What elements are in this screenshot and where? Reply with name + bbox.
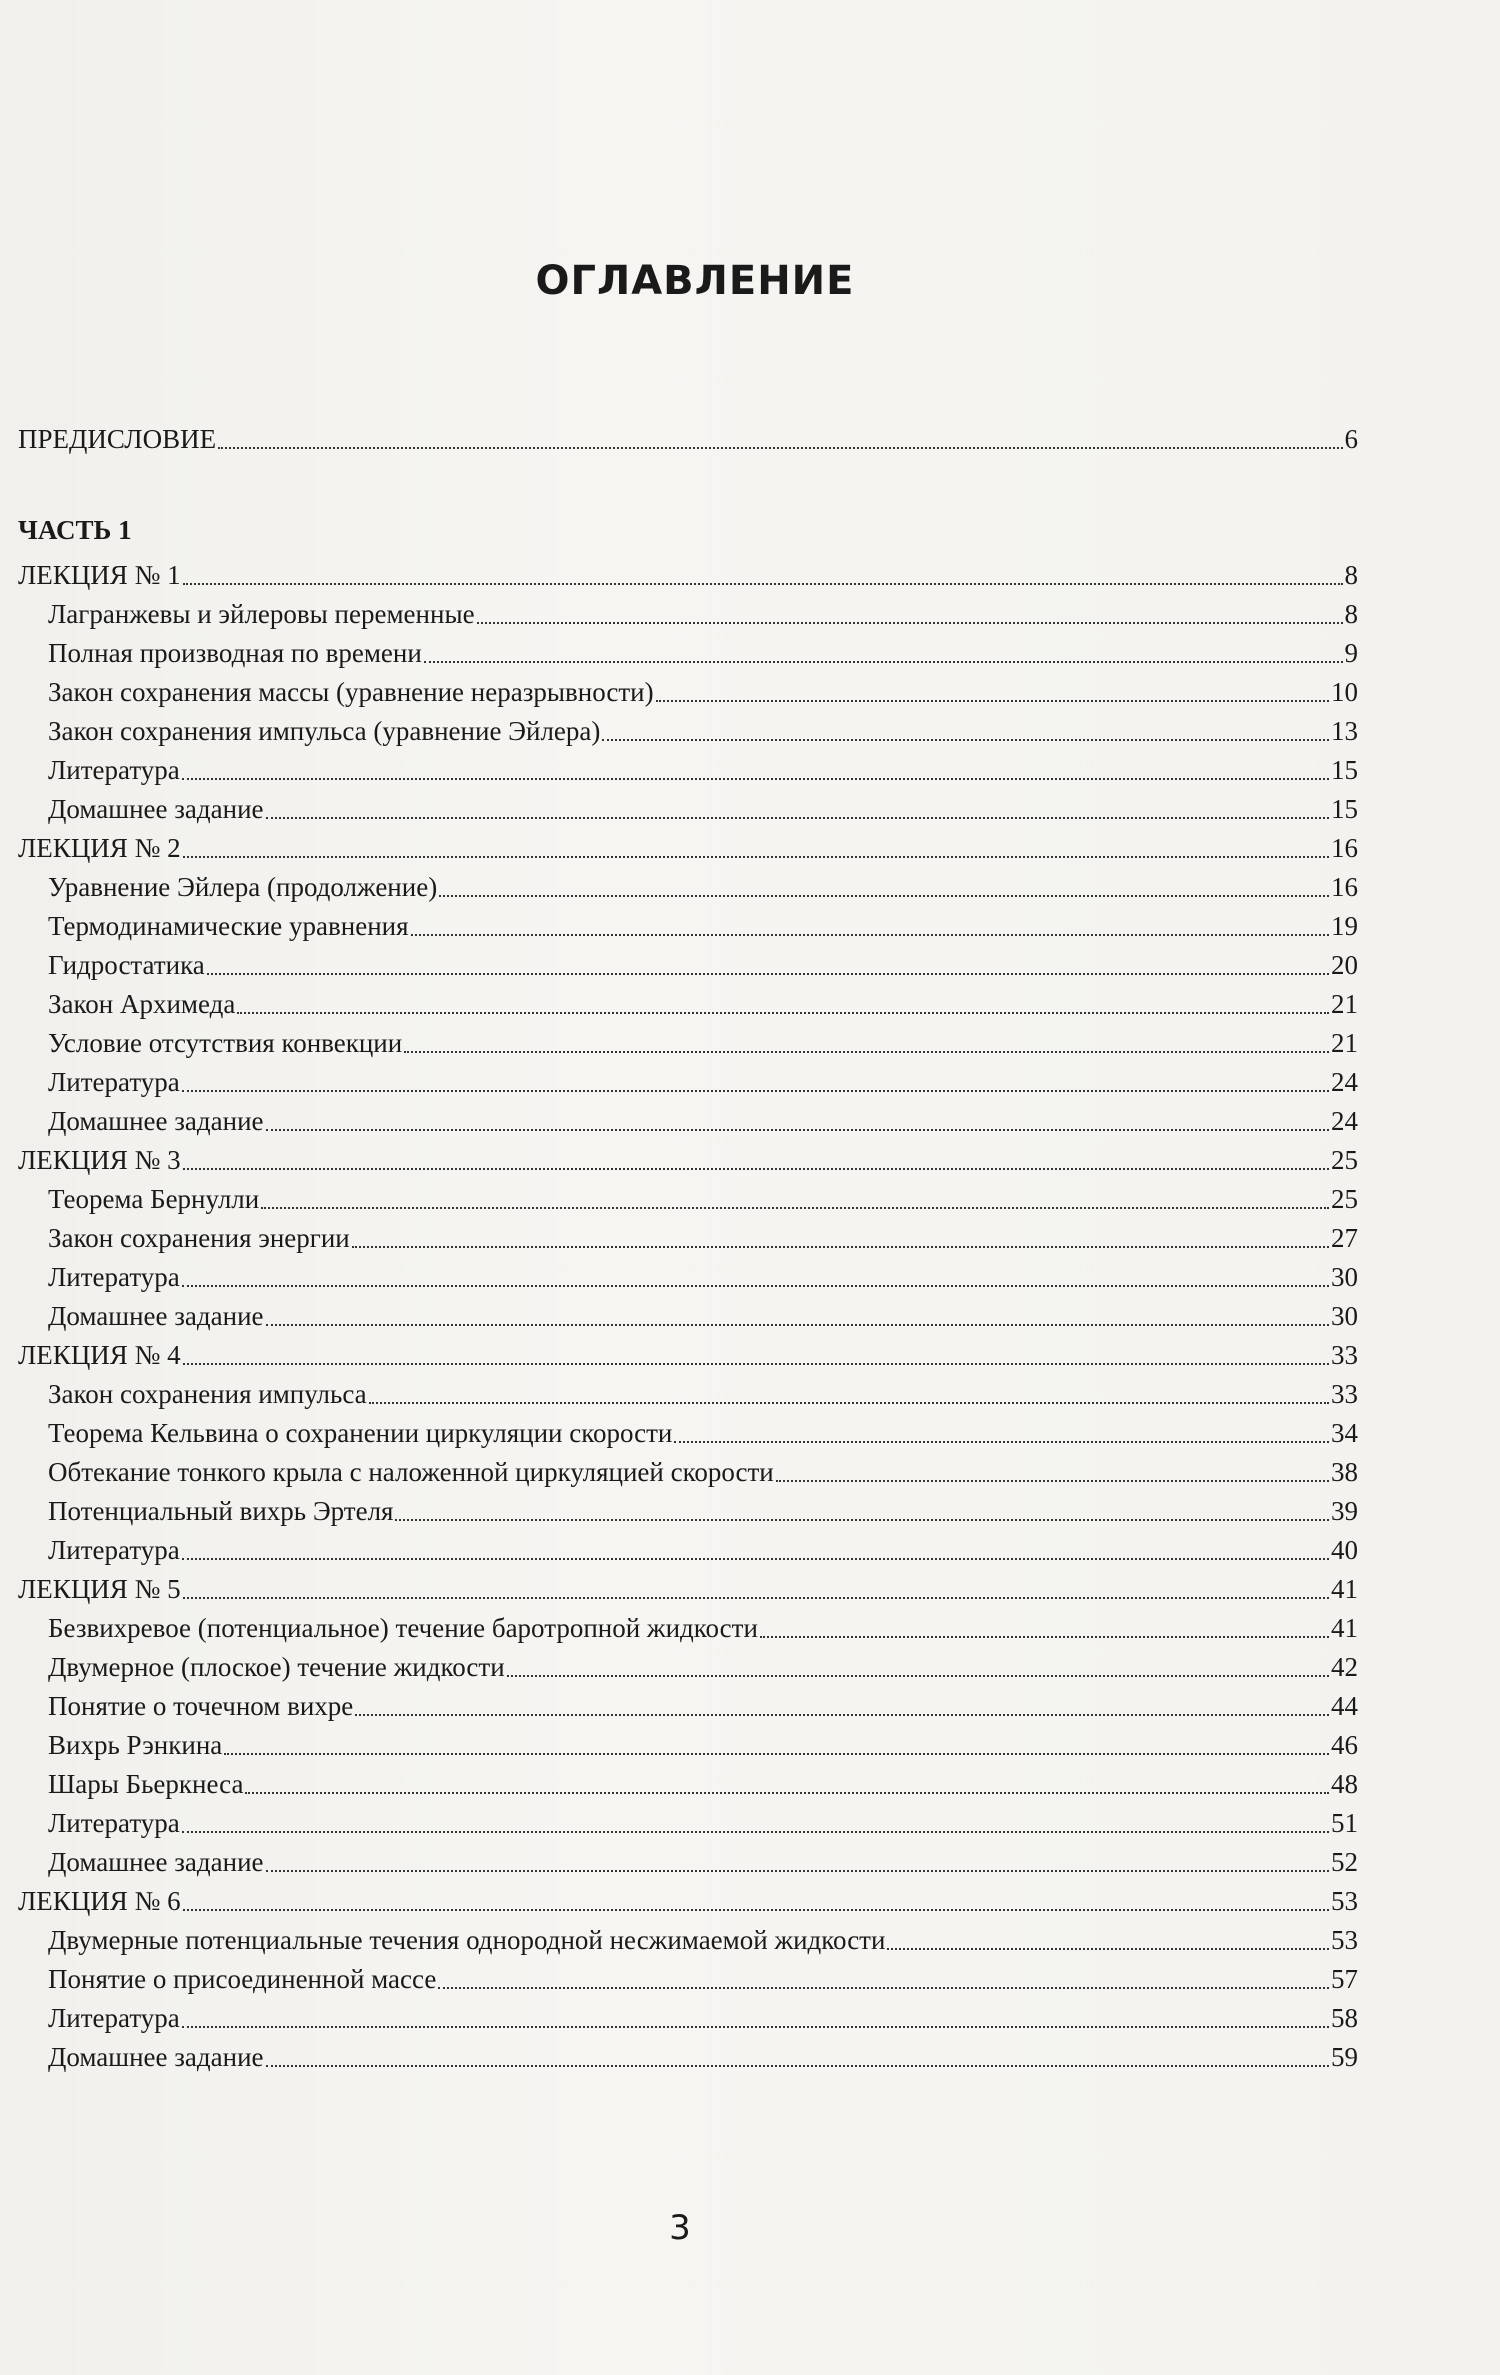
dot-leader [224,1743,1329,1755]
toc-entry-title: Шары Бьеркнеса [48,1769,244,1799]
toc-section-entry[interactable] [18,1609,1358,1648]
toc-entry-page: 20 [1331,950,1358,980]
toc-section-entry[interactable] [18,1453,1358,1492]
toc-entry-title: Понятие о точечном вихре [48,1691,354,1721]
toc-section-entry[interactable] [18,1687,1358,1726]
toc-entry-page: 42 [1331,1652,1358,1682]
dot-leader [183,1353,1329,1365]
toc-entry-page: 27 [1331,1223,1358,1253]
toc-entry-page: 46 [1331,1730,1358,1760]
toc-section-entry[interactable] [18,1492,1358,1531]
toc-entry-page: 53 [1331,1925,1358,1955]
toc-entry-page: 38 [1331,1457,1358,1487]
dot-leader [404,1041,1329,1053]
toc-section-entry[interactable] [18,1921,1358,1960]
dot-leader [266,807,1330,819]
toc-entry-title: Домашнее задание [48,1847,264,1877]
toc-entry-page: 30 [1331,1262,1358,1292]
toc-entry-title: Домашнее задание [48,1106,264,1136]
dot-leader [183,1158,1329,1170]
toc-section-entry[interactable] [18,751,1358,790]
dot-leader [477,612,1343,624]
toc-entry-page: 58 [1331,2003,1358,2033]
page-number: 3 [669,2208,691,2248]
dot-leader [760,1626,1329,1638]
toc-entry-title: Условие отсутствия конвекции [48,1028,403,1058]
toc-entry-page: 25 [1331,1145,1358,1175]
toc-section-entry[interactable] [18,946,1358,985]
toc-section-entry[interactable] [18,1258,1358,1297]
toc-lecture-heading[interactable] [18,1336,1358,1375]
toc-entry-title: Гидростатика [48,950,205,980]
toc-section-entry[interactable] [18,712,1358,751]
toc-entry-title: ЛЕКЦИЯ № 5 [18,1574,181,1604]
dot-leader [602,729,1329,741]
dot-leader [218,437,1342,449]
toc-section-entry[interactable] [18,1960,1358,1999]
toc-entry-title: Закон сохранения энергии [48,1223,350,1253]
toc-entry-page: 16 [1331,872,1358,902]
dot-leader [656,690,1329,702]
toc-entry-title: ЛЕКЦИЯ № 3 [18,1145,181,1175]
toc-entry-page: 34 [1331,1418,1358,1448]
toc-entry-page: 13 [1331,716,1358,746]
dot-leader [207,963,1329,975]
dot-leader [182,1080,1329,1092]
toc-entry-page: 41 [1331,1613,1358,1643]
toc-section-entry[interactable] [18,1765,1358,1804]
dot-leader [887,1938,1329,1950]
toc-lecture-heading[interactable] [18,556,1358,595]
dot-leader [183,1899,1329,1911]
toc-entry-page: 41 [1331,1574,1358,1604]
toc-entry-title: ЛЕКЦИЯ № 2 [18,833,181,863]
toc-section-entry[interactable] [18,1219,1358,1258]
toc-entry-title: Термодинамические уравнения [48,911,409,941]
toc-entry-title: Теорема Бернулли [48,1184,260,1214]
toc-section-entry[interactable] [18,1024,1358,1063]
dot-leader [355,1704,1329,1716]
toc-entry-title: Домашнее задание [48,1301,264,1331]
toc-entry-title: ЛЕКЦИЯ № 6 [18,1886,181,1916]
toc-entry-title: Лагранжевы и эйлеровы переменные [48,599,475,629]
toc-section-entry[interactable] [18,1375,1358,1414]
dot-leader [266,1860,1330,1872]
toc-entry-page: 24 [1331,1106,1358,1136]
toc-entry-page: 6 [1344,424,1358,454]
toc-entry-page: 21 [1331,989,1358,1019]
toc-entry-page: 15 [1331,755,1358,785]
toc-entry-page: 21 [1331,1028,1358,1058]
toc-entry-preface[interactable] [18,420,1358,459]
toc-section-entry[interactable] [18,1531,1358,1570]
dot-leader [237,1002,1329,1014]
toc-section-entry[interactable] [18,1102,1358,1141]
toc-entry-title: Теорема Кельвина о сохранении циркуляции скорости [48,1418,673,1448]
dot-leader [352,1236,1329,1248]
dot-leader [182,2016,1329,2028]
toc-entry-page: 25 [1331,1184,1358,1214]
toc-lecture-heading[interactable] [18,1141,1358,1180]
toc-entry-page: 8 [1344,560,1358,590]
toc-entry-page: 48 [1331,1769,1358,1799]
toc-entry-page: 9 [1344,638,1358,668]
toc-entry-page: 44 [1331,1691,1358,1721]
toc-entry-page: 24 [1331,1067,1358,1097]
toc-entry-title: Литература [48,1535,180,1565]
dot-leader [424,651,1343,663]
toc-lecture-heading[interactable] [18,1882,1358,1921]
toc-entry-title: Понятие о присоединенной массе [48,1964,437,1994]
toc-entry-title: Литература [48,2003,180,2033]
toc-section-entry[interactable] [18,1804,1358,1843]
toc-section-entry[interactable] [18,868,1358,907]
toc-entry-title: Вихрь Рэнкина [48,1730,223,1760]
toc-entry-title: Безвихревое (потенциальное) течение баротропной жидкости [48,1613,758,1643]
dot-leader [369,1392,1329,1404]
toc-entry-title: Литература [48,1262,180,1292]
toc-entry-page: 33 [1331,1340,1358,1370]
toc-section-entry[interactable] [18,985,1358,1024]
toc-section-entry[interactable] [18,673,1358,712]
toc-section-entry[interactable] [18,1180,1358,1219]
toc-entry-page: 53 [1331,1886,1358,1916]
toc-section-entry[interactable] [18,1843,1358,1882]
toc-entry-title: Закон Архимеда [48,989,236,1019]
toc-section-entry[interactable] [18,595,1358,634]
toc-entry-page: 15 [1331,794,1358,824]
lecture-list [18,556,1358,2077]
dot-leader [182,1275,1329,1287]
dot-leader [439,885,1329,897]
toc-entry-page: 52 [1331,1847,1358,1877]
toc-entry-title: Двумерные потенциальные течения однородной несжимаемой жидкости [48,1925,886,1955]
dot-leader [183,846,1329,858]
toc-entry-title: Потенциальный вихрь Эртеля [48,1496,394,1526]
toc-section-entry[interactable] [18,1063,1358,1102]
toc-entry-page: 8 [1344,599,1358,629]
toc-entry-page: 51 [1331,1808,1358,1838]
dot-leader [674,1431,1329,1443]
toc-entry-title: Литература [48,1067,180,1097]
toc-entry-page: 57 [1331,1964,1358,1994]
toc-entry-page: 19 [1331,911,1358,941]
dot-leader [182,768,1329,780]
dot-leader [438,1977,1329,1989]
toc-section-entry[interactable] [18,790,1358,829]
toc-entry-title: Литература [48,755,180,785]
toc-entry-title: Полная производная по времени [48,638,422,668]
toc-lecture-heading[interactable] [18,829,1358,868]
toc-entry-title: ЛЕКЦИЯ № 1 [18,560,181,590]
toc-entry-title: Закон сохранения импульса [48,1379,367,1409]
toc-entry-title: Домашнее задание [48,794,264,824]
toc-section-entry[interactable] [18,907,1358,946]
toc-entry-page: 33 [1331,1379,1358,1409]
toc-entry-page: 39 [1331,1496,1358,1526]
toc-entry-title: Домашнее задание [48,2042,264,2072]
toc-section-entry[interactable] [18,634,1358,673]
dot-leader [776,1470,1329,1482]
toc-section-entry[interactable] [18,1726,1358,1765]
toc-entry-page: 59 [1331,2042,1358,2072]
toc-lecture-heading[interactable] [18,1570,1358,1609]
toc-section-entry[interactable] [18,1297,1358,1336]
toc-section-entry[interactable] [18,1999,1358,2038]
dot-leader [182,1548,1329,1560]
toc-entry-page: 10 [1331,677,1358,707]
toc-entry-page: 30 [1331,1301,1358,1331]
dot-leader [182,1821,1329,1833]
part-heading: ЧАСТЬ 1 [18,515,132,545]
toc-entry-title: Двумерное (плоское) течение жидкости [48,1652,505,1682]
toc-section-entry[interactable] [18,2038,1358,2077]
dot-leader [245,1782,1329,1794]
toc-entry-title: Обтекание тонкого крыла с наложенной циркуляцией скорости [48,1457,774,1487]
dot-leader [411,924,1329,936]
dot-leader [507,1665,1329,1677]
dot-leader [266,1119,1330,1131]
dot-leader [395,1509,1329,1521]
toc-section-entry[interactable] [18,1414,1358,1453]
dot-leader [266,2055,1330,2067]
page-title: ОГЛАВЛЕНИЕ [535,258,855,304]
dot-leader [266,1314,1330,1326]
dot-leader [261,1197,1329,1209]
toc-entry-page: 16 [1331,833,1358,863]
toc-entry-page: 40 [1331,1535,1358,1565]
dot-leader [183,1587,1329,1599]
toc-section-entry[interactable] [18,1648,1358,1687]
toc-entry-title: Закон сохранения импульса (уравнение Эйлера) [48,716,601,746]
toc-entry-title: Закон сохранения массы (уравнение неразрывности) [48,677,654,707]
toc-entry-title: ПРЕДИСЛОВИЕ [18,424,217,454]
toc-entry-title: Литература [48,1808,180,1838]
toc-entry-title: ЛЕКЦИЯ № 4 [18,1340,181,1370]
table-of-contents [18,420,1358,2077]
toc-entry-title: Уравнение Эйлера (продолжение) [48,872,438,902]
dot-leader [183,573,1343,585]
